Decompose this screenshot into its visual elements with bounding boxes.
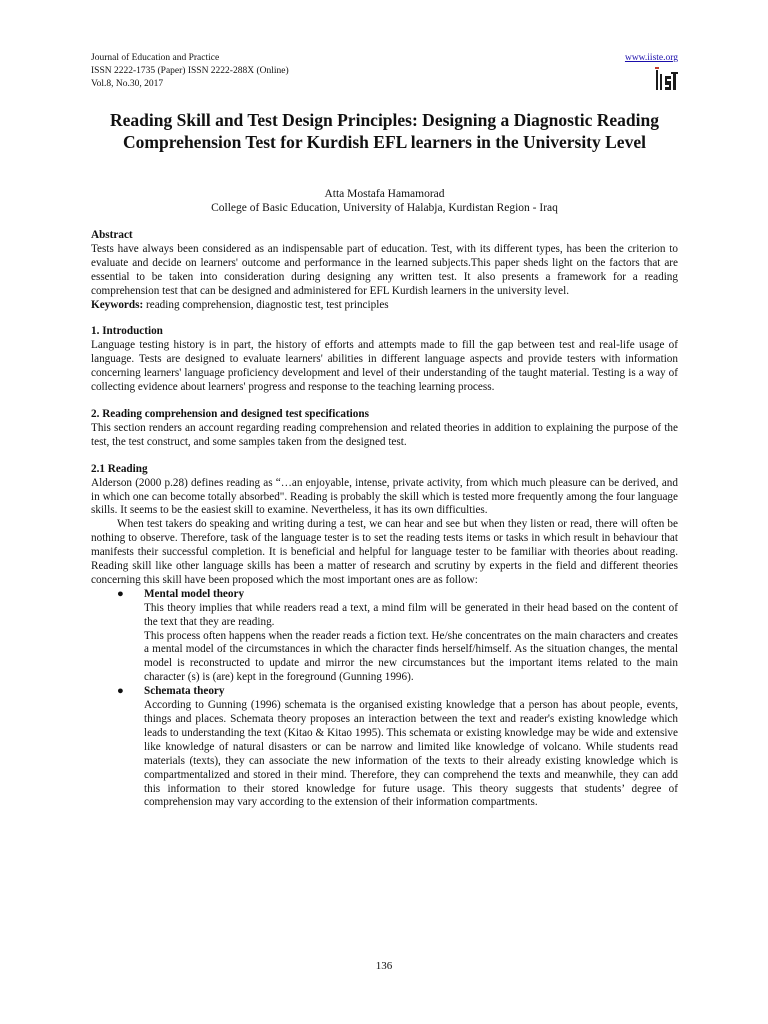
bullet-heading: Mental model theory	[144, 587, 245, 600]
intro-paragraph: Language testing history is in part, the history of efforts and attempts made to fill the gap between test and real-life usage of language. Tests are designed to evaluate learners' abilities in different language aspects and provide testers with information concerning learners' language proficiency development and level of their understanding of the taught material. Testing is a way of collecting evidence about learners' progress and response to the teaching learning process.	[91, 339, 678, 394]
keywords-line	[91, 299, 678, 313]
reading-paragraph-2: When test takers do speaking and writing during a test, we can hear and see but when they listen or read, there will often be nothing to observe. Therefore, task of the language tester is to set the reading tests items or tasks in which result in behaviour that manifests their successful completion. It is beneficial and helpful for language tester to be familiar with theories about reading. Reading skill like other language skills has been a matter of research and scrutiny by experts in the field and different theories concerning this skill have been proposed which the most important ones are as follow:	[91, 518, 678, 586]
reading-paragraph-1: Alderson (2000 p.28) defines reading as “…an enjoyable, intense, private activity, from which much pleasure can be derived, and in which one can become totally absorbed". Reading is probably the skill which is tested more frequently among the four language skills. It seems to be the easiest skill to examine. Nevertheless, it has its own difficulties.	[91, 476, 678, 517]
issn-line: ISSN 2222-1735 (Paper) ISSN 2222-288X (Online)	[91, 66, 289, 76]
bullet-item	[91, 588, 678, 602]
iiste-logo-icon	[654, 66, 678, 92]
paper-body	[91, 229, 678, 810]
bullet-paragraph: According to Gunning (1996) schemata is the organised existing knowledge that a person has about people, events, things and places. Schemata theory proposes an interaction between the text and reader's existing knowledge which leads to understanding the text (Kitao & Kitao 1995). This schemata or existing knowledge may be wide and extensive like knowledge of natural disasters or can be narrow and limited like knowledge of volcano. While students read materials (texts), they can associate the new information of the texts to their already existing knowledge which is compartmentalized and stored in their mind. Therefore, they can comprehend the texts and meanwhile, they can add this information to their stored knowledge for future usage. This theory suggests that students’ degree of comprehension may vary according to the extension of their information compartments.	[144, 699, 678, 809]
abstract-heading: Abstract	[91, 229, 133, 241]
keywords-label: Keywords:	[91, 298, 144, 311]
section2-paragraph: This section renders an account regarding reading comprehension and related theories in addition to explaining the purpose of the test, the test construct, and some samples taken from the designed test.	[91, 421, 678, 448]
author-affiliation: College of Basic Education, University of Halabja, Kurdistan Region - Iraq	[211, 202, 558, 214]
bullet-paragraph: This process often happens when the reader reads a fiction text. He/she concentrates on the main characters and creates a mental model of the circumstances in which the character finds herself/himself. As the situation changes, the mental model is reconstructed to update and mirror the new circumstances but the important items related to the main character (s) is (are) kept in the foreground (Gunning 1996).	[144, 629, 678, 684]
bullet-icon: ●	[117, 685, 124, 698]
subsection-heading: 2.1 Reading	[91, 462, 148, 475]
bullet-icon: ●	[117, 587, 124, 600]
journal-header	[91, 52, 678, 91]
section-heading: 2. Reading comprehension and designed test specifications	[91, 407, 369, 420]
bullet-item	[91, 685, 678, 699]
volume-line: Vol.8, No.30, 2017	[91, 79, 164, 89]
bullet-heading: Schemata theory	[144, 685, 225, 698]
author-block	[91, 187, 678, 215]
journal-name: Journal of Education and Practice	[91, 53, 220, 63]
paper-title: Reading Skill and Test Design Principles: Designing a Diagnostic Reading Comprehension Test for Kurdish EFL learners in the University Level	[110, 110, 659, 152]
keywords-text: reading comprehension, diagnostic test, test principles	[143, 298, 389, 311]
section-heading: 1. Introduction	[91, 325, 163, 338]
page-number: 136	[375, 960, 393, 972]
website-link[interactable]: www.iiste.org	[624, 53, 678, 63]
abstract-text: Tests have always been considered as an indispensable part of education. Test, with its different types, has been the criterion to evaluate and decide on learners' outcome and performance in the learned subjects.This paper sheds light on the factors that are essential to be taken into consideration during designing any written test. It also presents a framework for a reading comprehension test that can be designed and administered for EFL Kurdish learners in the university level.	[91, 242, 678, 297]
bullet-paragraph: This theory implies that while readers read a text, a mind film will be generated in their head based on the content of the text that they are reading.	[144, 601, 678, 628]
author-name: Atta Mostafa Hamamorad	[324, 188, 445, 200]
